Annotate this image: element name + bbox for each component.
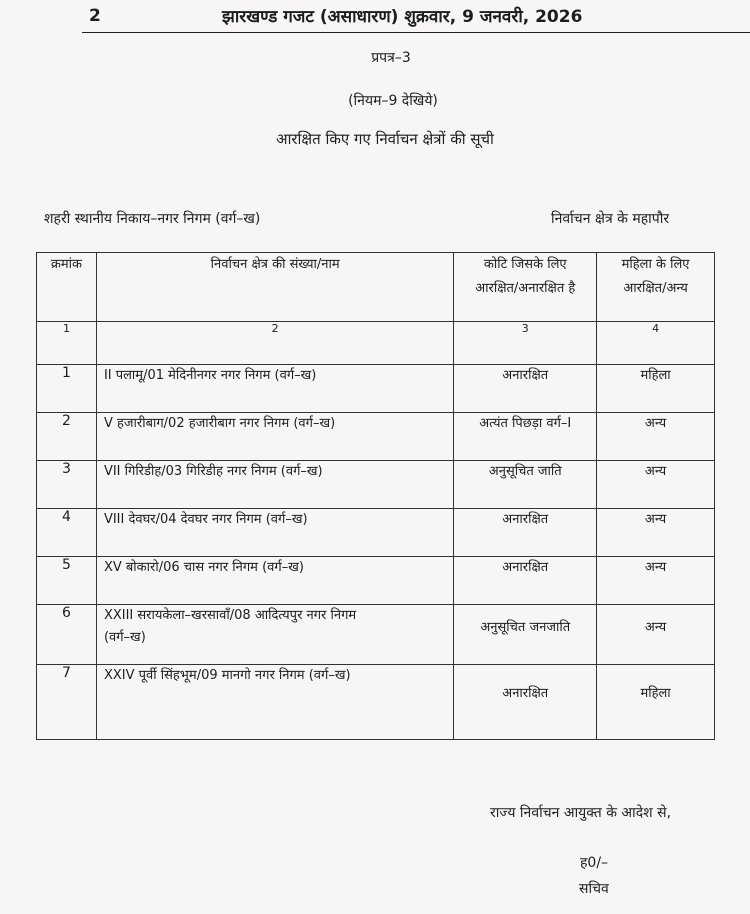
header-constituency: निर्वाचन क्षेत्र की संख्या/नाम: [96, 253, 453, 322]
row-serial: 3: [37, 461, 97, 509]
table-header-row: [37, 253, 715, 322]
row-constituency: VII गिरिडीह/03 गिरिडीह नगर निगम (वर्ग–ख): [96, 461, 453, 509]
page-number: 2: [89, 6, 101, 26]
column-number: 2: [96, 322, 453, 365]
row-constituency: VIII देवघर/04 देवघर नगर निगम (वर्ग–ख): [96, 509, 453, 557]
row-women: अन्य: [597, 605, 715, 665]
header-category-line1: कोटि जिसके लिए: [483, 257, 567, 272]
row-category: अनारक्षित: [454, 665, 597, 740]
row-category: अनारक्षित: [454, 557, 597, 605]
row-women: अन्य: [597, 461, 715, 509]
signature-mark: ह0/–: [580, 855, 609, 871]
gazette-header: [0, 0, 750, 36]
header-category: [454, 253, 597, 322]
rule-reference: (नियम–9 देखिये): [348, 93, 438, 109]
column-number: 1: [37, 322, 97, 365]
table-row: [37, 665, 715, 740]
row-women: अन्य: [597, 557, 715, 605]
row-category: अत्यंत पिछड़ा वर्ग–I: [454, 413, 597, 461]
gazette-title: झारखण्ड गजट (असाधारण) शुक्रवार, 9 जनवरी, 2026: [222, 7, 583, 27]
row-serial: 6: [37, 605, 97, 665]
row-women: महिला: [597, 665, 715, 740]
column-number-row: [37, 322, 715, 365]
mayor-label: निर्वाचन क्षेत्र के महापौर: [551, 211, 670, 227]
list-title: आरक्षित किए गए निर्वाचन क्षेत्रों की सूची: [276, 130, 494, 148]
row-category: अनारक्षित: [454, 365, 597, 413]
form-number: प्रपत्र–3: [371, 50, 411, 66]
row-constituency: XV बोकारो/06 चास नगर निगम (वर्ग–ख): [96, 557, 453, 605]
row-category: अनुसूचित जाति: [454, 461, 597, 509]
row-women: महिला: [597, 365, 715, 413]
row-women: अन्य: [597, 509, 715, 557]
urban-body-label: शहरी स्थानीय निकाय–नगर निगम (वर्ग–ख): [44, 211, 261, 227]
row-constituency-line1: XXIII सरायकेला–खरसावाँ/08 आदित्यपुर नगर निगम: [103, 608, 357, 623]
reservation-table: [36, 252, 715, 740]
header-rule: [82, 32, 750, 33]
row-constituency: XXIV पूर्वी सिंहभूम/09 मानगो नगर निगम (वर्ग–ख): [96, 665, 453, 740]
order-line: राज्य निर्वाचन आयुक्त के आदेश से,: [490, 805, 672, 821]
row-serial: 7: [37, 665, 97, 740]
row-constituency: II पलामू/01 मेदिनीनगर नगर निगम (वर्ग–ख): [96, 365, 453, 413]
header-women-line2: आरक्षित/अन्य: [623, 281, 688, 296]
table-row: [37, 413, 715, 461]
table-row: [37, 365, 715, 413]
row-serial: 2: [37, 413, 97, 461]
row-serial: 5: [37, 557, 97, 605]
header-women: [597, 253, 715, 322]
table-row: [37, 557, 715, 605]
column-number: 4: [597, 322, 715, 365]
row-women: अन्य: [597, 413, 715, 461]
row-constituency: V हजारीबाग/02 हजारीबाग नगर निगम (वर्ग–ख): [96, 413, 453, 461]
row-serial: 1: [37, 365, 97, 413]
row-serial: 4: [37, 509, 97, 557]
table-row: [37, 461, 715, 509]
table-row: [37, 605, 715, 665]
header-category-line2: आरक्षित/अनारक्षित है: [475, 281, 576, 296]
row-constituency: [96, 605, 453, 665]
row-constituency-line2: (वर्ग–ख): [103, 630, 146, 645]
table-row: [37, 509, 715, 557]
header-women-line1: महिला के लिए: [621, 257, 690, 272]
header-serial: क्रमांक: [37, 253, 97, 322]
row-category: अनारक्षित: [454, 509, 597, 557]
designation: सचिव: [579, 881, 609, 897]
column-number: 3: [454, 322, 597, 365]
row-category: अनुसूचित जनजाति: [454, 605, 597, 665]
